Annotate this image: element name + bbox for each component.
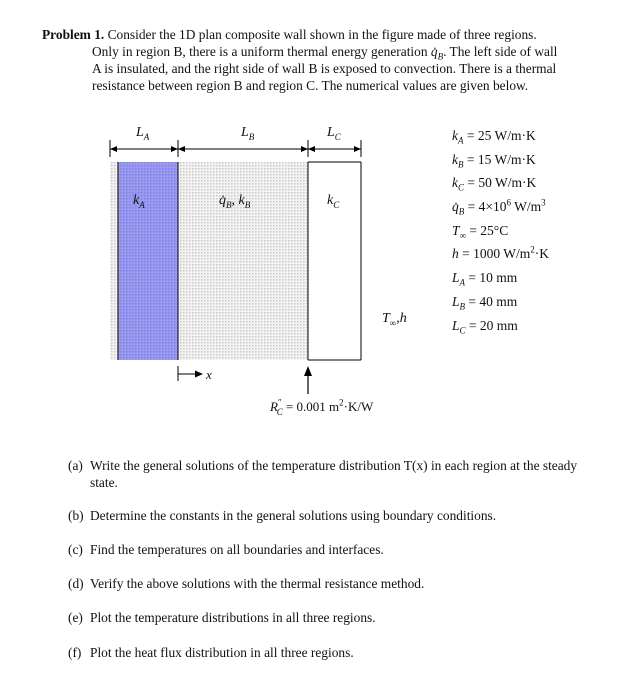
question-d: (d) Verify the above solutions with the thermal resistance method.	[68, 576, 425, 591]
question-f: (f) Plot the heat flux distribution in all three regions.	[68, 645, 354, 660]
value-Tinf: $T_\infty = 25^\circ C$	[452, 222, 509, 241]
question-a: (a) Write the general solutions of the temperature distribution T(x) in each region at the steady state.	[68, 458, 578, 490]
label-x: x	[206, 367, 212, 382]
region-c	[308, 162, 361, 360]
label-kC: $k_C$	[327, 193, 340, 210]
label-resistance: $R''_C = 0.001$ $m^2\cdot K/W$	[270, 397, 374, 417]
insulation-hatch	[110, 162, 118, 360]
label-LC: $L_C$	[327, 125, 341, 142]
problem-line-3: A is insulated, and the right side of wall B is exposed to convection. There is a thermal	[92, 61, 557, 76]
region-a	[118, 162, 178, 360]
given-values	[452, 128, 549, 341]
label-convection: $T_\infty,h$	[382, 311, 407, 328]
value-qB: $q̇_B = 4\times 10^6$ $W/m^3$	[452, 197, 546, 217]
problem-line-2b: . The left side of wall	[443, 44, 558, 59]
label-kA: $k_A$	[133, 193, 145, 210]
label-LB: $L_B$	[241, 125, 255, 142]
label-LA: $L_A$	[136, 125, 150, 142]
label-qB-kB: $q̇_B$, $k_B$	[219, 193, 251, 210]
problem-lead: Consider the 1D plan composite wall shown in the figure made of three regions.	[107, 27, 537, 42]
region-b	[178, 162, 308, 360]
resistance-arrow	[304, 366, 312, 394]
value-kC: $k_C = 50$ W/m·K	[452, 175, 537, 194]
value-LB: $L_B = 40$ mm	[452, 293, 518, 312]
value-LC: $L_C = 20$ mm	[452, 317, 518, 336]
question-b: (b) Determine the constants in the general solutions using boundary conditions.	[68, 508, 497, 523]
value-kB: $k_B = 15$ W/m·K	[452, 151, 536, 170]
dimension-lines	[110, 140, 361, 157]
question-e: (e) Plot the temperature distributions in all three regions.	[68, 610, 376, 625]
value-LA: $L_A = 10$ mm	[452, 270, 518, 288]
problem-label: Problem 1.	[42, 27, 105, 42]
x-axis-arrow	[178, 366, 203, 381]
question-c: (c) Find the temperatures on all boundaries and interfaces.	[68, 542, 384, 557]
value-h: h = 1000 $W/m^2\cdot K$	[452, 244, 549, 262]
q-symbol: $q̇_B$	[430, 44, 444, 62]
problem-line-4: resistance between region B and region C. The numerical values are given below.	[92, 78, 529, 93]
value-kA: $k_A = 25$ W/m·K	[452, 128, 536, 146]
problem-line-2a: Only in region B, there is a uniform thermal energy generation	[92, 44, 431, 59]
